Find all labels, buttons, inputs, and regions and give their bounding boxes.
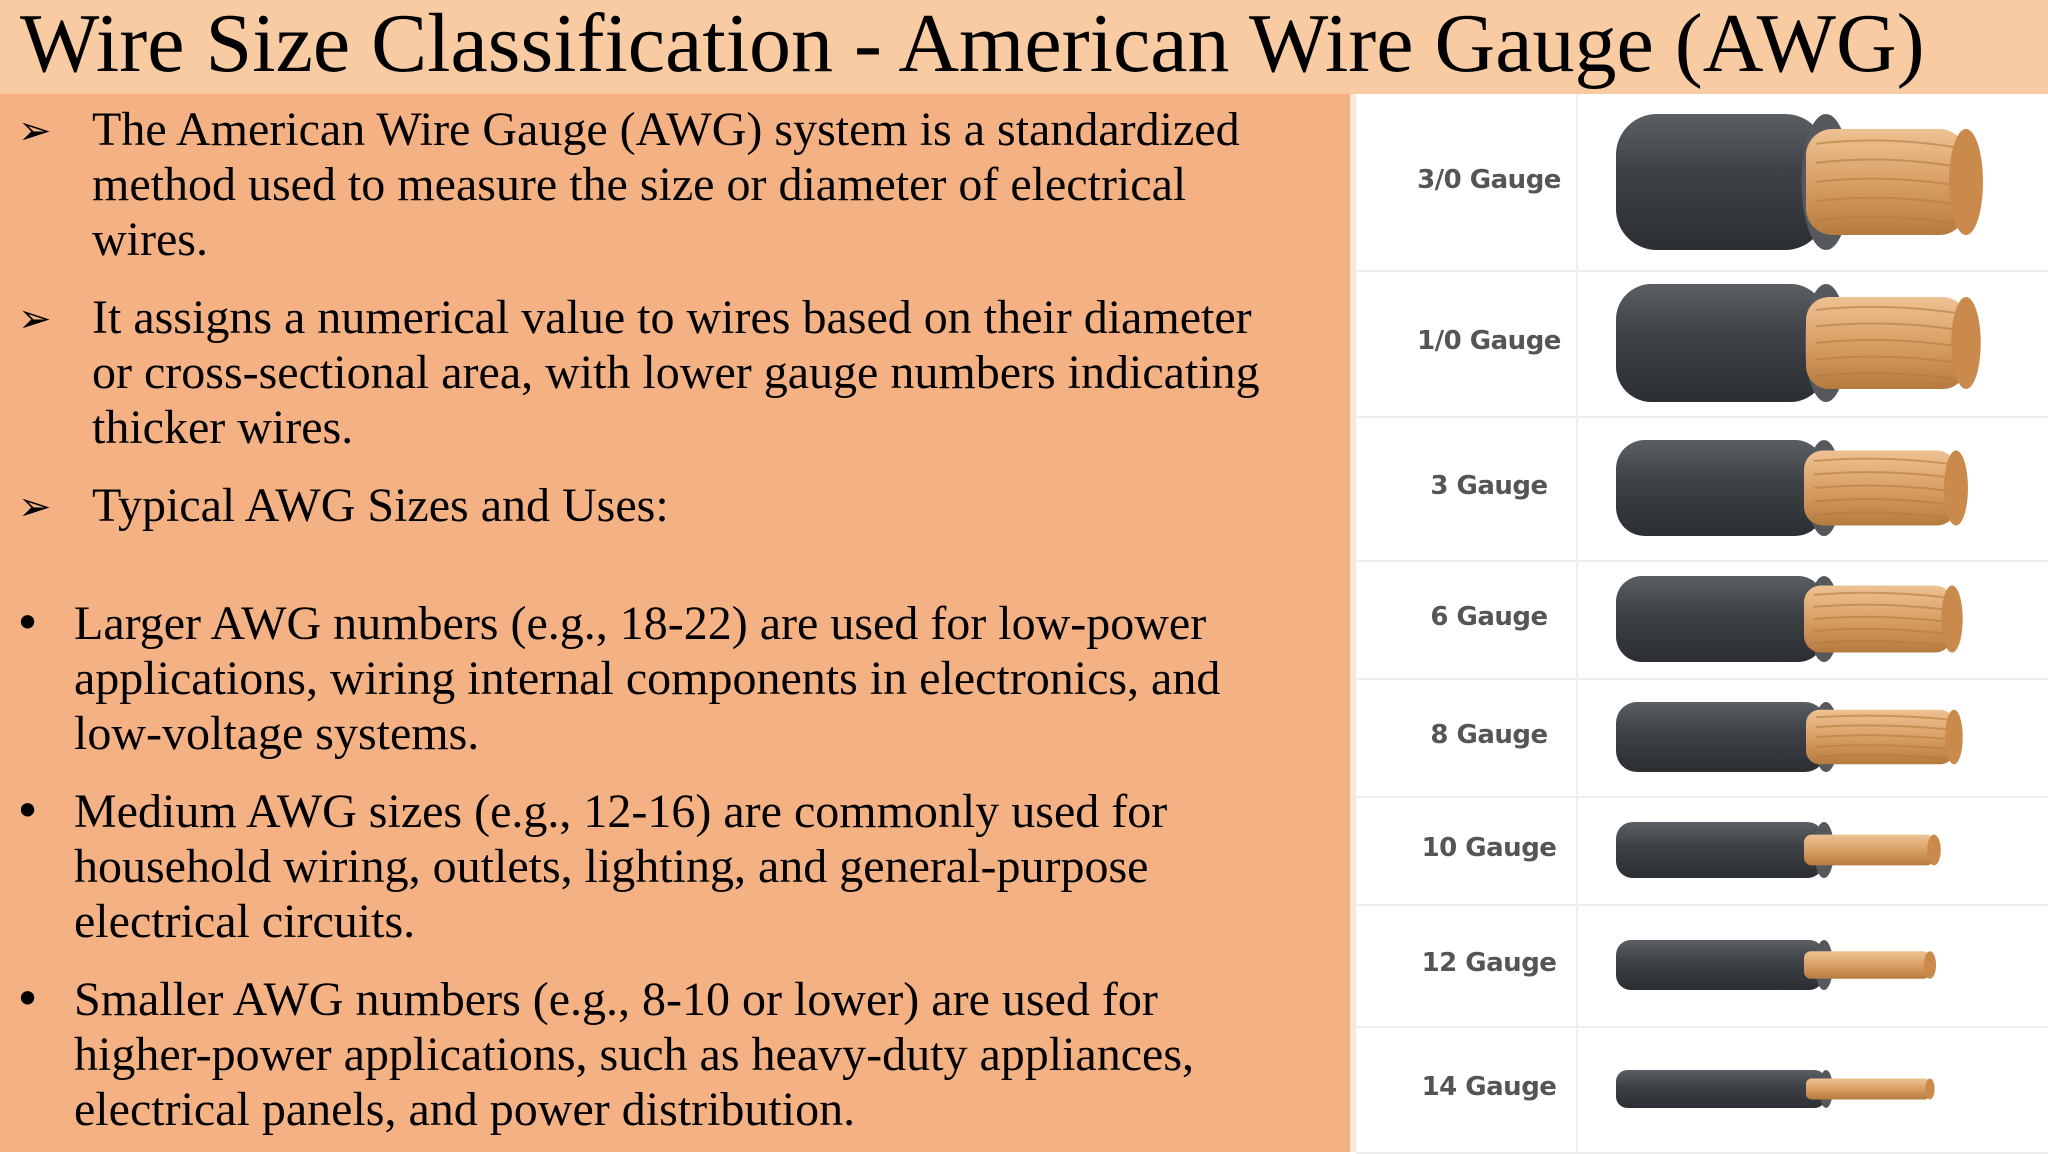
copper-strand-ends (1941, 585, 1962, 652)
wire-illustration (1356, 796, 2048, 904)
wire-insulation (1616, 1070, 1826, 1108)
copper-strand-ends (1944, 451, 1968, 526)
copper-tip (1924, 951, 1936, 979)
copper-core (1804, 951, 1930, 979)
bullet-point (0, 290, 1350, 455)
wire-illustration (1356, 270, 2048, 416)
bullet-point (0, 478, 1350, 533)
gauge-row (1356, 796, 2048, 906)
gauge-row (1356, 560, 2048, 680)
bullet-text (92, 102, 1240, 267)
bullet-text-line: The American Wire Gauge (AWG) system is a standardized (92, 103, 1240, 156)
wire-insulation (1616, 440, 1824, 536)
wire-illustration (1356, 94, 2048, 270)
bullet-text-line: applications, wiring internal components in electronics, and (74, 652, 1221, 705)
copper-core (1804, 835, 1934, 866)
copper-tip (1925, 1079, 1934, 1100)
arrow-bullet-icon: ➢ (18, 108, 52, 154)
copper-strand-ends (1945, 710, 1962, 765)
bullet-text-line: electrical circuits. (74, 895, 416, 948)
gauge-label: 14 Gauge (1421, 1072, 1557, 1102)
slide-title: Wire Size Classification - American Wire Gauge (AWG) (20, 0, 1925, 90)
gauge-label: 3/0 Gauge (1417, 165, 1561, 195)
wire-illustration (1356, 1026, 2048, 1152)
gauge-label: 1/0 Gauge (1417, 326, 1561, 356)
bullet-text (74, 972, 1194, 1137)
wire-illustration (1356, 904, 2048, 1026)
gauge-row (1356, 270, 2048, 418)
bullet-text-line: higher-power applications, such as heavy-duty appliances, (74, 1028, 1195, 1081)
arrow-bullet-icon: ➢ (18, 296, 52, 342)
bullet-text-line: thicker wires. (92, 401, 354, 454)
title-bar (0, 0, 2048, 94)
gauge-label: 12 Gauge (1421, 948, 1557, 978)
bullet-text-line: or cross-sectional area, with lower gauge numbers indicating (92, 346, 1260, 399)
gauge-label: 6 Gauge (1430, 602, 1548, 632)
bullet-text-line: Smaller AWG numbers (e.g., 8-10 or lower) are used for (74, 973, 1158, 1026)
bullet-text (74, 596, 1220, 761)
bullet-text-line: Medium AWG sizes (e.g., 12-16) are commonly used for (74, 785, 1168, 838)
bullet-text-line: Typical AWG Sizes and Uses: (92, 479, 669, 532)
gauge-label: 10 Gauge (1421, 833, 1557, 863)
bullet-dot-icon: • (14, 784, 42, 838)
bullet-text (92, 290, 1260, 455)
bullet-text-line: Larger AWG numbers (e.g., 18-22) are used for low-power (74, 597, 1207, 650)
bullet-text-line: It assigns a numerical value to wires based on their diameter (92, 291, 1252, 344)
bullet-point (0, 972, 1350, 1137)
wire-insulation (1616, 284, 1826, 402)
bullet-point (0, 102, 1350, 267)
wire-illustration (1356, 560, 2048, 678)
gauge-row (1356, 416, 2048, 562)
bullet-point (0, 784, 1350, 949)
bullet-dot-icon: • (14, 596, 42, 650)
wire-insulation (1616, 114, 1826, 250)
copper-strand-ends (1951, 297, 1980, 389)
copper-core (1806, 1079, 1930, 1100)
gauge-row (1356, 94, 2048, 272)
bullet-text (92, 478, 669, 533)
wire-illustration (1356, 416, 2048, 560)
bullet-text-line: low-voltage systems. (74, 707, 480, 760)
bullet-text-line: household wiring, outlets, lighting, and general-purpose (74, 840, 1149, 893)
copper-tip (1927, 835, 1941, 866)
gauge-label: 8 Gauge (1430, 720, 1548, 750)
bullet-dot-icon: • (14, 972, 42, 1026)
bullet-text-line: method used to measure the size or diameter of electrical (92, 158, 1187, 211)
bullet-text-line: electrical panels, and power distribution. (74, 1083, 856, 1136)
bullet-point (0, 596, 1350, 761)
gauge-row (1356, 1026, 2048, 1154)
wire-insulation (1616, 576, 1824, 662)
gauge-label: 3 Gauge (1430, 471, 1548, 501)
gauge-image-panel (1350, 94, 2048, 1152)
gauge-row (1356, 678, 2048, 798)
arrow-bullet-icon: ➢ (18, 484, 52, 530)
gauge-row (1356, 904, 2048, 1028)
copper-strand-ends (1949, 129, 1983, 235)
wire-insulation (1616, 940, 1824, 990)
wire-illustration (1356, 678, 2048, 796)
wire-insulation (1616, 702, 1826, 772)
wire-insulation (1616, 822, 1824, 878)
bullet-text-line: wires. (92, 213, 208, 266)
bullet-text (74, 784, 1167, 949)
